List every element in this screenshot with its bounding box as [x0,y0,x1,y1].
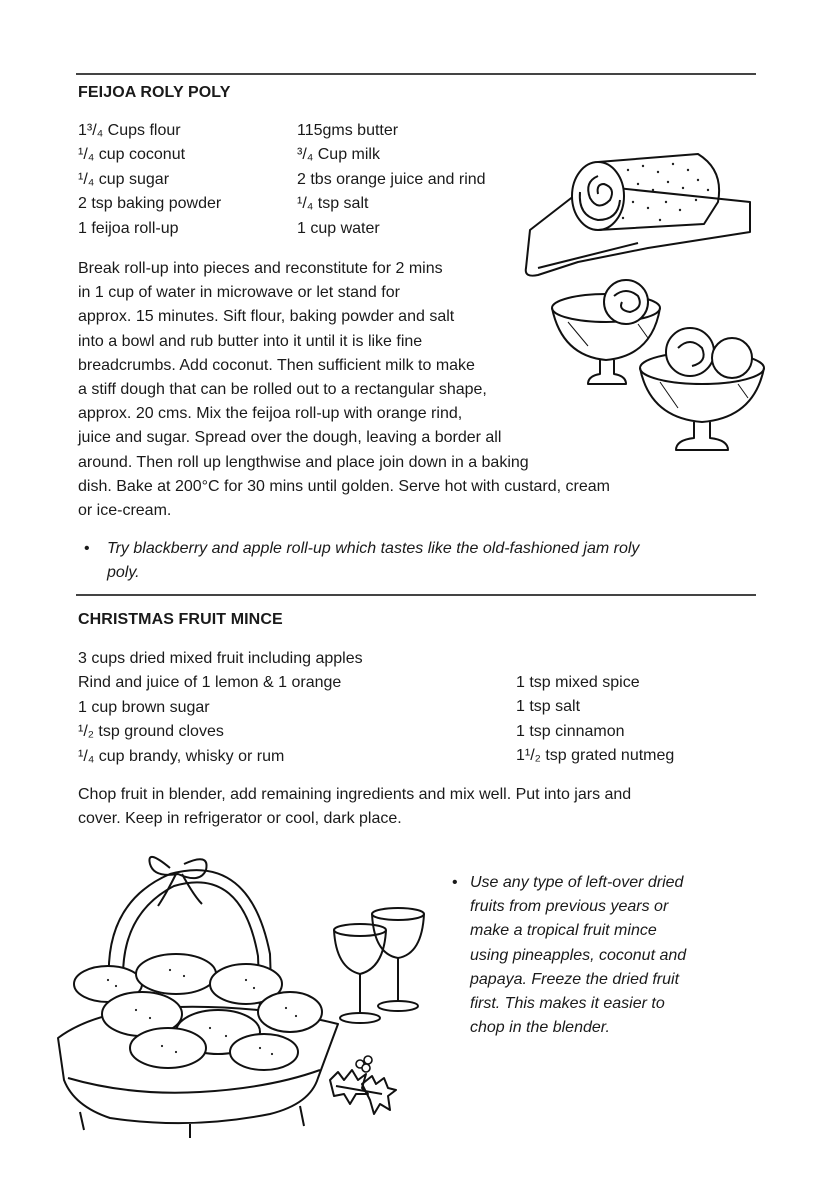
mince-pie-basket-icon [50,834,350,1140]
ingredient-item: 1 tsp salt [516,698,581,716]
holly-sprig-icon [322,1050,402,1120]
recipe-title-feijoa-roly-poly: FEIJOA ROLY POLY [78,84,231,101]
top-divider [76,73,756,75]
ingredient-item: 3 cups dried mixed fruit including apples [78,650,363,667]
ingredient-item: 1 cup brown sugar [78,698,210,716]
tip-line: Use any type of left-over dried [470,874,684,891]
method-line: breadcrumbs. Add coconut. Then sufficient milk to make [78,356,475,374]
ingredient-item: ¹/₄ cup brandy, whisky or rum [78,747,285,765]
method-line: into a bowl and rub butter into it until it is like fine [78,332,423,350]
recipe-method-fruit-mince [78,783,758,831]
method-line: approx. 15 minutes. Sift flour, baking powder and salt [78,308,455,326]
tip-line: poly. [107,564,140,582]
method-line: juice and sugar. Spread over the dough, leaving a border all [78,429,502,447]
tip-line: Try blackberry and apple roll-up which tastes like the old-fashioned jam roly [107,540,640,557]
tip-text-feijoa [107,537,747,585]
tip-line: papaya. Freeze the dried fruit [470,970,680,988]
method-line: cover. Keep in refrigerator or cool, dark place. [78,810,402,828]
ingredient-item: 1 feijoa roll-up [78,219,179,237]
ingredient-item: 1 cup water [297,219,380,237]
ingredient-item: 1 tsp mixed spice [516,674,640,691]
ingredient-item: Rind and juice of 1 lemon & 1 orange [78,674,342,692]
ingredient-list-right [297,119,486,241]
method-line: Break roll-up into pieces and reconstitute for 2 mins [78,260,443,277]
tip-line: first. This makes it easier to [470,995,665,1013]
method-line: a stiff dough that can be rolled out to a rectangular shape, [78,381,487,399]
ingredient-item: 2 tbs orange juice and rind [297,170,486,188]
method-line: dish. Bake at 200°C for 30 mins until golden. Serve hot with custard, cream [78,477,610,495]
tip-bullet: • [452,874,458,891]
tip-text-fruit-mince [470,871,770,1040]
tip-line: make a tropical fruit mince [470,922,657,940]
ingredient-item: ¹/₄ cup coconut [78,146,186,164]
ingredient-item: 2 tsp baking powder [78,195,222,213]
section-divider [76,594,756,596]
ingredient-item: 1 tsp cinnamon [516,722,625,740]
ingredient-item: ¹/₄ tsp salt [297,195,369,213]
method-line: around. Then roll up lengthwise and place join down in a baking [78,453,529,471]
ingredient-item: ³/₄ Cup milk [297,146,380,164]
recipe-method-feijoa [78,257,758,523]
ingredient-item: 1¹/₂ tsp grated nutmeg [516,747,675,765]
ingredient-item: 115gms butter [297,122,399,139]
tip-line: using pineapples, coconut and [470,946,687,964]
method-line: Chop fruit in blender, add remaining ingredients and mix well. Put into jars and [78,786,632,803]
wine-glasses-icon [326,900,436,1034]
ingredient-list-right [516,671,674,769]
method-line: approx. 20 cms. Mix the feijoa roll-up with orange rind, [78,405,463,423]
ingredient-list-left [78,119,221,241]
method-line: in 1 cup of water in microwave or let stand for [78,284,400,302]
recipe-title-christmas-fruit-mince: CHRISTMAS FRUIT MINCE [78,611,283,628]
ingredient-list-left [78,647,363,769]
tip-bullet: • [84,540,90,557]
method-line: or ice-cream. [78,502,172,520]
ingredient-item: 1³/₄ Cups flour [78,122,181,139]
tip-line: chop in the blender. [470,1019,610,1037]
tip-line: fruits from previous years or [470,898,669,916]
ingredient-item: ¹/₄ cup sugar [78,170,170,188]
ingredient-item: ¹/₂ tsp ground cloves [78,723,224,741]
